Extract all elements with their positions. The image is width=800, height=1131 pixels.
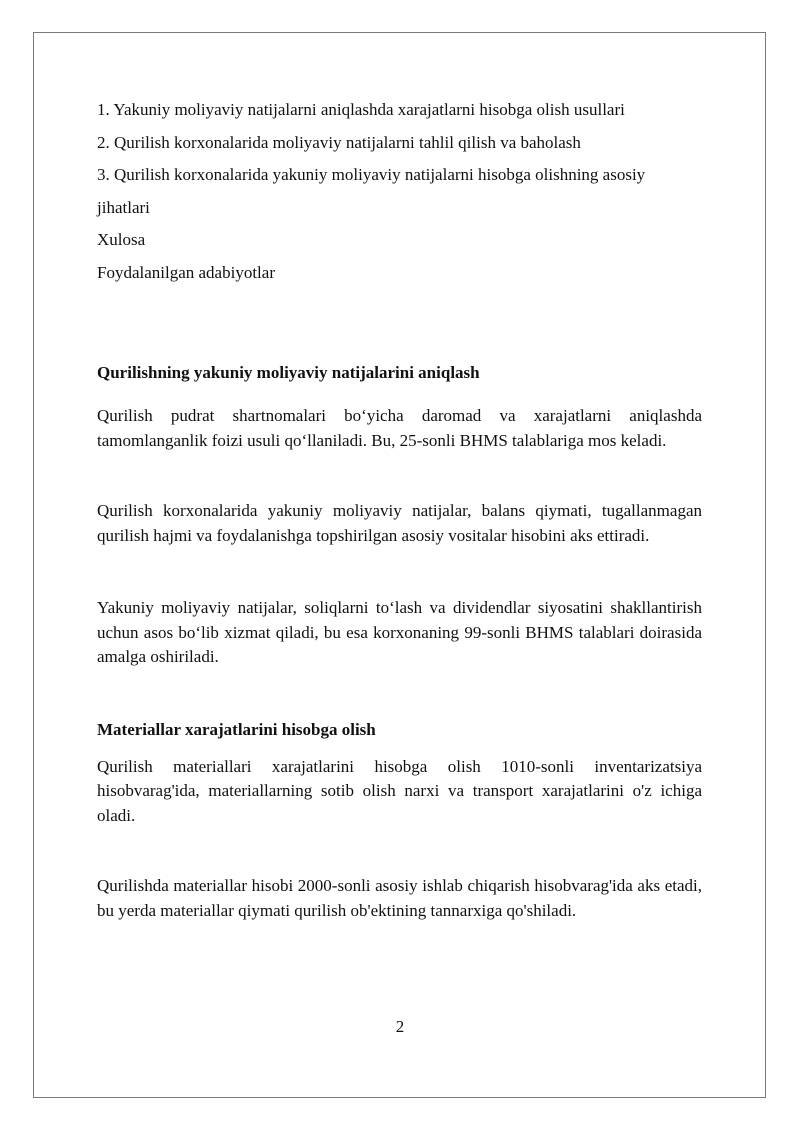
paragraph: Qurilish materiallari xarajatlarini hisobga olish 1010-sonli inventarizatsiya hisobvarag'ida, materiallarning sotib olish narxi va transport xarajatlarini o'z ichiga oladi. xyxy=(97,756,702,825)
paragraph: Qurilishda materiallar hisobi 2000-sonli asosiy ishlab chiqarish hisobvarag'ida aks etadi, bu yerda materiallar qiymati qurilish ob'ektining tannarxiga qo'shiladi. xyxy=(97,876,702,920)
paragraph: Qurilish pudrat shartnomalari bo‘yicha daromad va xarajatlarni aniqlashda tamomlanganlik foizi usuli qo‘llaniladi. Bu, 25-sonli BHMS talablariga mos keladi. xyxy=(97,406,702,450)
section-heading: Materiallar xarajatlarini hisobga olish xyxy=(97,719,376,739)
toc-item: 2. Qurilish korxonalarida moliyaviy natijalarni tahlil qilish va baholash xyxy=(97,132,581,152)
paragraph: Qurilish korxonalarida yakuniy moliyaviy natijalar, balans qiymati, tugallanmagan qurilish hajmi va foydalanishga topshirilgan asosiy vositalar hisobini aks ettiradi. xyxy=(97,501,702,545)
table-of-contents xyxy=(97,94,702,289)
toc-item: 1. Yakuniy moliyaviy natijalarni aniqlashda xarajatlarni hisobga olish usullari xyxy=(97,100,625,119)
toc-item: Xulosa xyxy=(97,230,146,249)
toc-item: 3. Qurilish korxonalarida yakuniy moliyaviy natijalarni hisobga olishning asosiy xyxy=(97,165,646,184)
page-content xyxy=(97,94,702,923)
paragraph: Yakuniy moliyaviy natijalar, soliqlarni to‘lash va dividendlar siyosatini shakllantirish uchun asos bo‘lib xizmat qiladi, bu esa korxonaning 99-sonli BHMS talablari doirasida amalga oshiriladi. xyxy=(97,598,702,666)
page-number: 2 xyxy=(395,1017,405,1036)
toc-item: Foydalanilgan adabiyotlar xyxy=(97,262,275,282)
toc-item: jihatlari xyxy=(97,197,150,217)
section-heading: Qurilishning yakuniy moliyaviy natijalarini aniqlash xyxy=(97,363,480,382)
